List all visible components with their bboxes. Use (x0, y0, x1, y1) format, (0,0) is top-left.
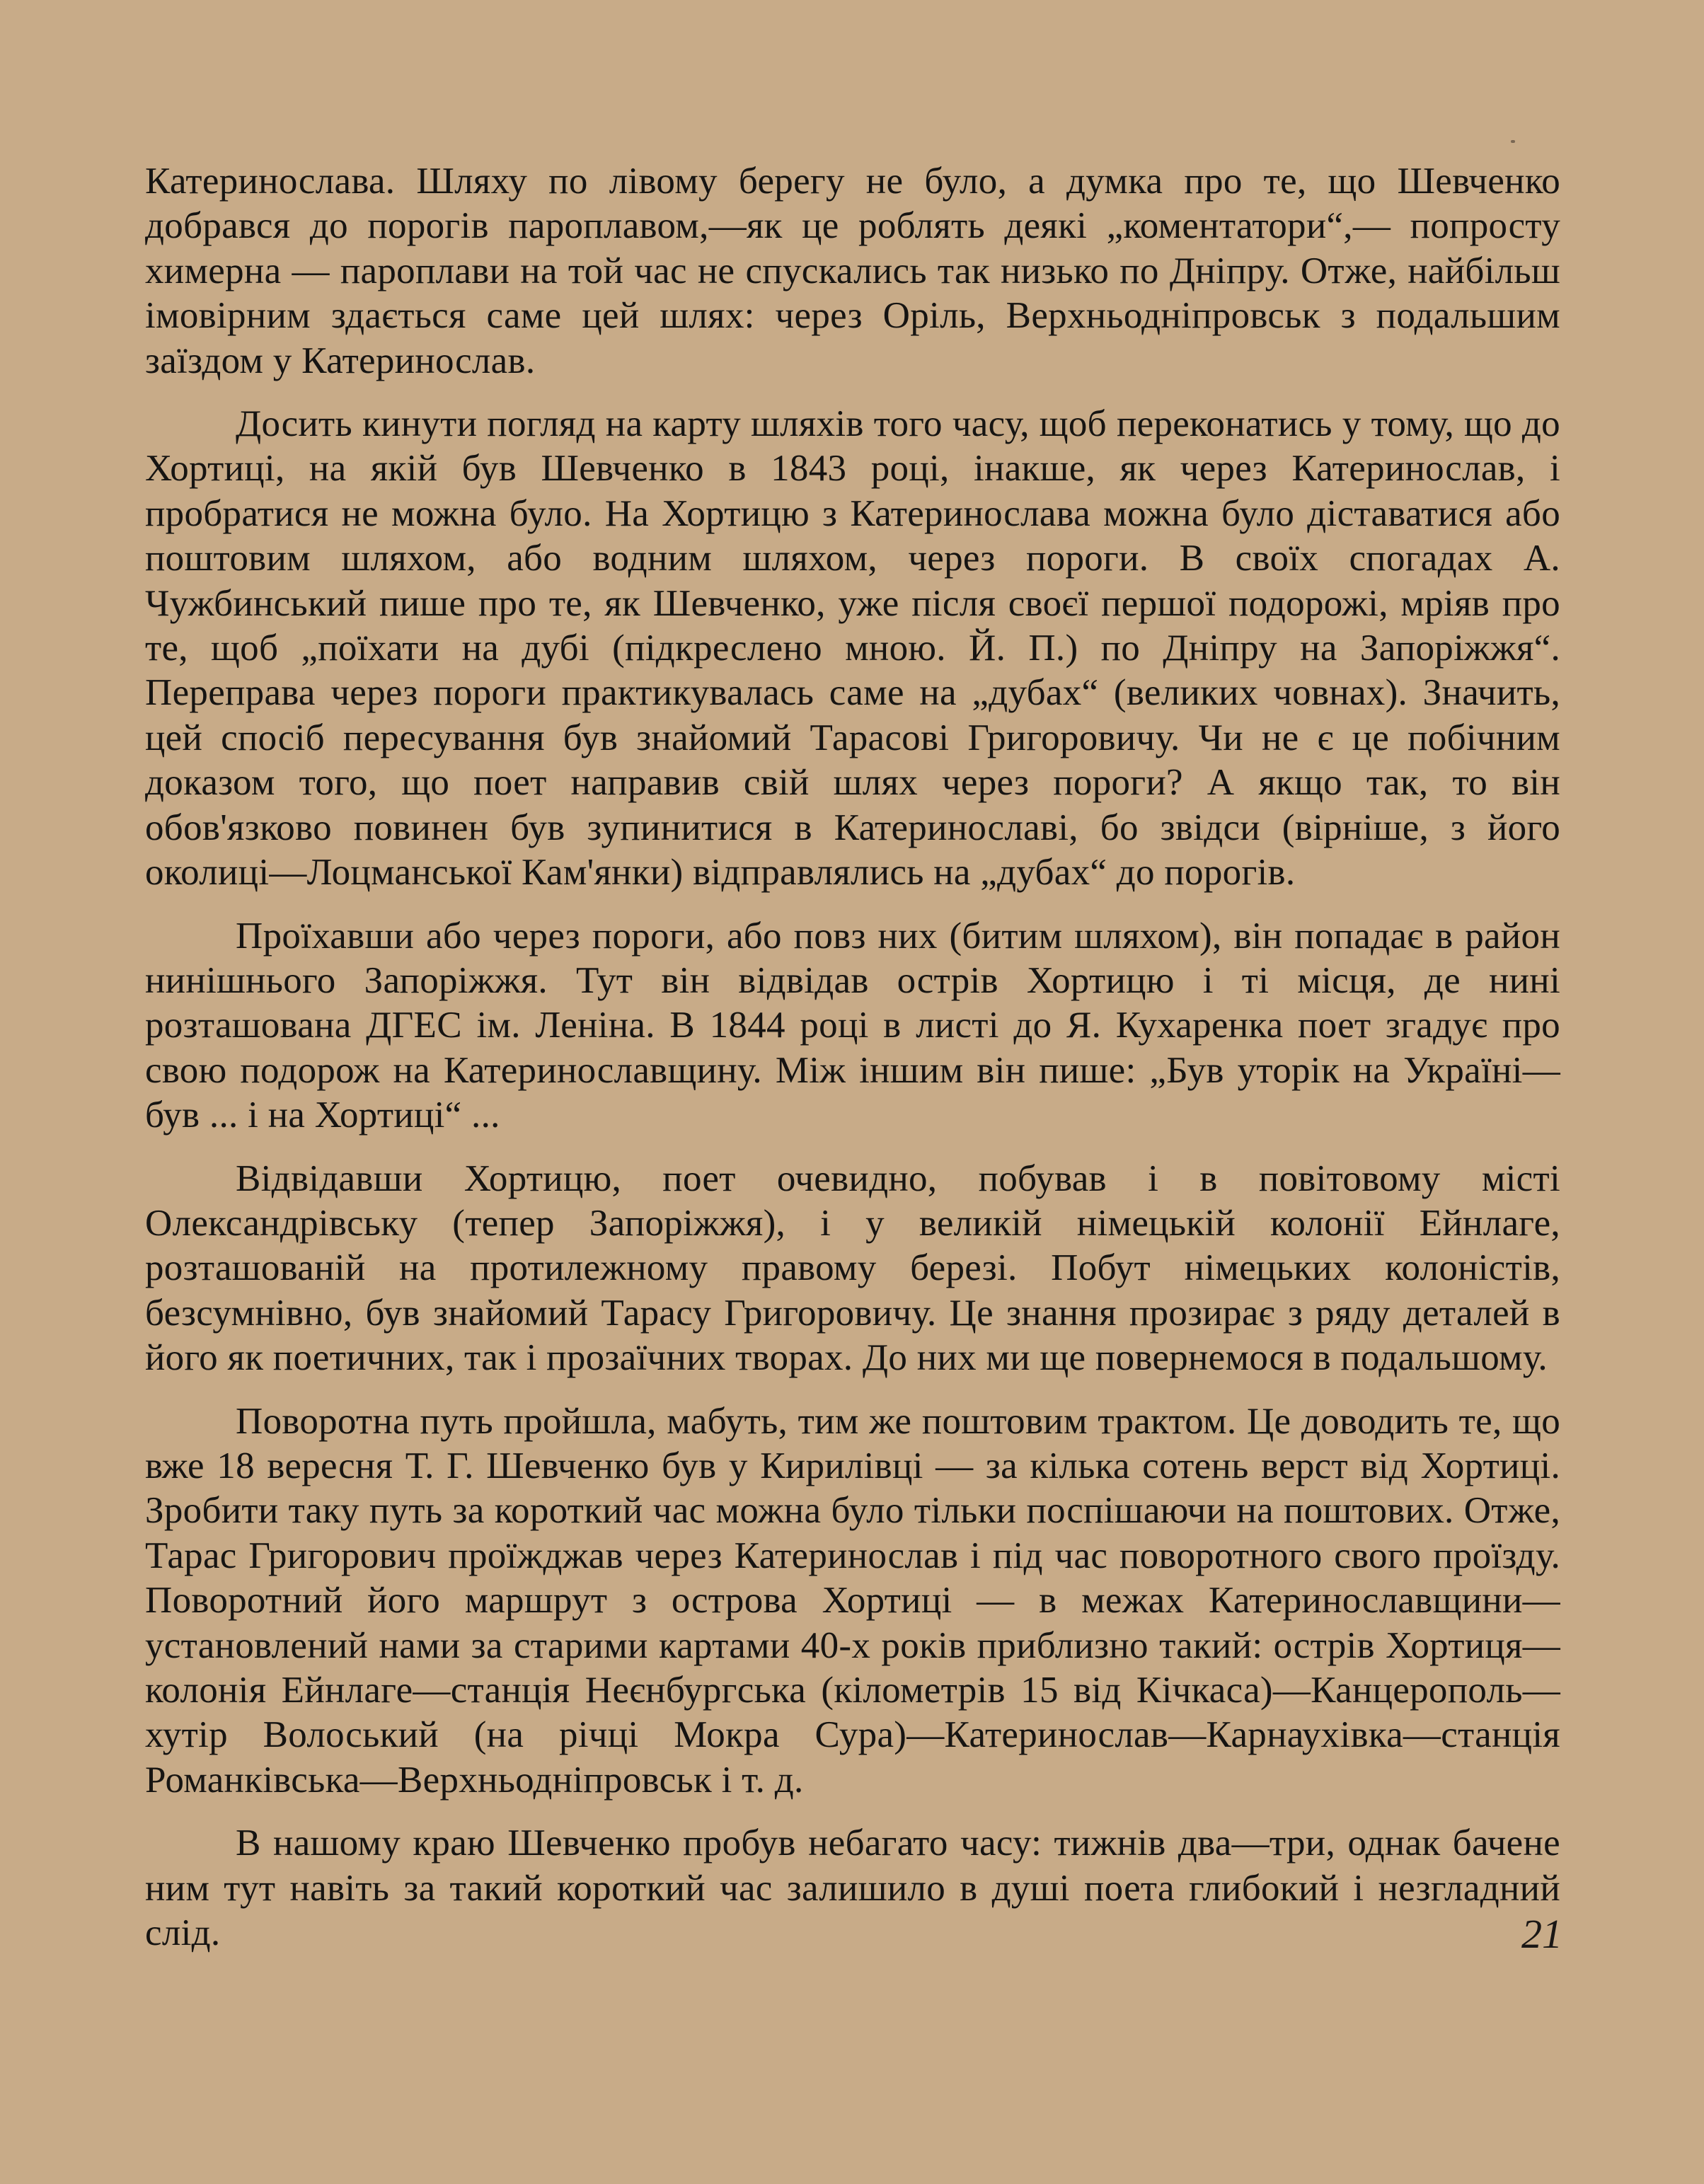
paragraph-1: Катеринослава. Шляху по лівому берегу не було, а думка про те, що Шевченко добрався до порогів пароплавом,—як це роблять деякі „коментатори“,— попросту химерна — пароплави на той час не спускались так низько по Дніпру. Отже, найбільш імовірним здається саме цей шлях: через Оріль, Верхньодніпровськ з подальшим заїздом у Катеринослав. (145, 161, 1560, 381)
margin-speck (1511, 140, 1515, 143)
page-body (145, 159, 1560, 1955)
paragraph-5: Поворотна путь пройшла, мабуть, тим же поштовим трактом. Це доводить те, що вже 18 вересня Т. Г. Шевченко був у Кирилівці — за кілька сотень верст від Хортиці. Зробити таку путь за короткий час можна було тільки поспішаючи на поштових. Отже, Тарас Григорович проїжджав через Катеринослав і під час поворотного свого проїзду. Поворотний його маршрут з острова Хортиці — в межах Катеринославщини—установлений нами за старими картами 40-х років приблизно такий: острів Хортиця—колонія Ейнлаге—станція Неєнбургська (кілометрів 15 від Кічкаса)—Канцерополь—хутір Волоський (на річці Мокра Сура)—Катеринослав—Карнаухівка—станція Романківська—Верхньодніпровськ і т. д. (145, 1400, 1560, 1801)
paragraph-4: Відвідавши Хортицю, поет очевидно, побував і в повітовому місті Олександрівську (тепер Запоріжжя), і у великій німецькій колонії Ейнлаге, розташованій на протилежному правому березі. Побут німецьких колоністів, безсумнівно, був знайомий Тарасу Григоровичу. Це знання прозирає з ряду деталей в його як поетичних, так і прозаїчних творах. До них ми ще повернемося в подальшому. (145, 1157, 1560, 1379)
paragraph-3: Проїхавши або через пороги, або повз них (битим шляхом), він попадає в район нинішнього Запоріжжя. Тут він відвідав острів Хортицю і ті місця, де нині розташована ДГЕС ім. Леніна. В 1844 році в листі до Я. Кухаренка поет згадує про свою подорож на Катеринославщину. Між іншим він пише: „Був уторік на Україні—був ... і на Хортиці“ ... (145, 915, 1560, 1136)
paragraph-6: В нашому краю Шевченко пробув небагато часу: тижнів два—три, однак бачене ним тут навіть за такий короткий час залишило в душі поета глибокий і незгладний слід. (145, 1822, 1560, 1954)
page-number: 21 (1521, 1911, 1562, 1957)
paragraph-2: Досить кинути погляд на карту шляхів того часу, щоб переконатись у тому, що до Хортиці, на якій був Шевченко в 1843 році, інакше, як через Катеринослав, і пробратися не можна було. На Хортицю з Катеринослава можна було діставатися або поштовим шляхом, або водним шляхом, через пороги. В своїх спогадах А. Чужбинський пише про те, як Шевченко, уже після своєї першої подорожі, мріяв про те, щоб „поїхати на дубі (підкреслено мною. Й. П.) по Дніпру на Запоріжжя“. Переправа через пороги практикувалась саме на „дубах“ (великих човнах). Значить, цей спосіб пересування був знайомий Тарасові Григоровичу. Чи не є це побічним доказом того, що поет направив свій шлях через пороги? А якщо так, то він обов'язково повинен був зупинитися в Катеринославі, бо звідси (вірніше, з його околиці—Лоцманської Кам'янки) відправлялись на „дубах“ до порогів. (145, 403, 1560, 894)
